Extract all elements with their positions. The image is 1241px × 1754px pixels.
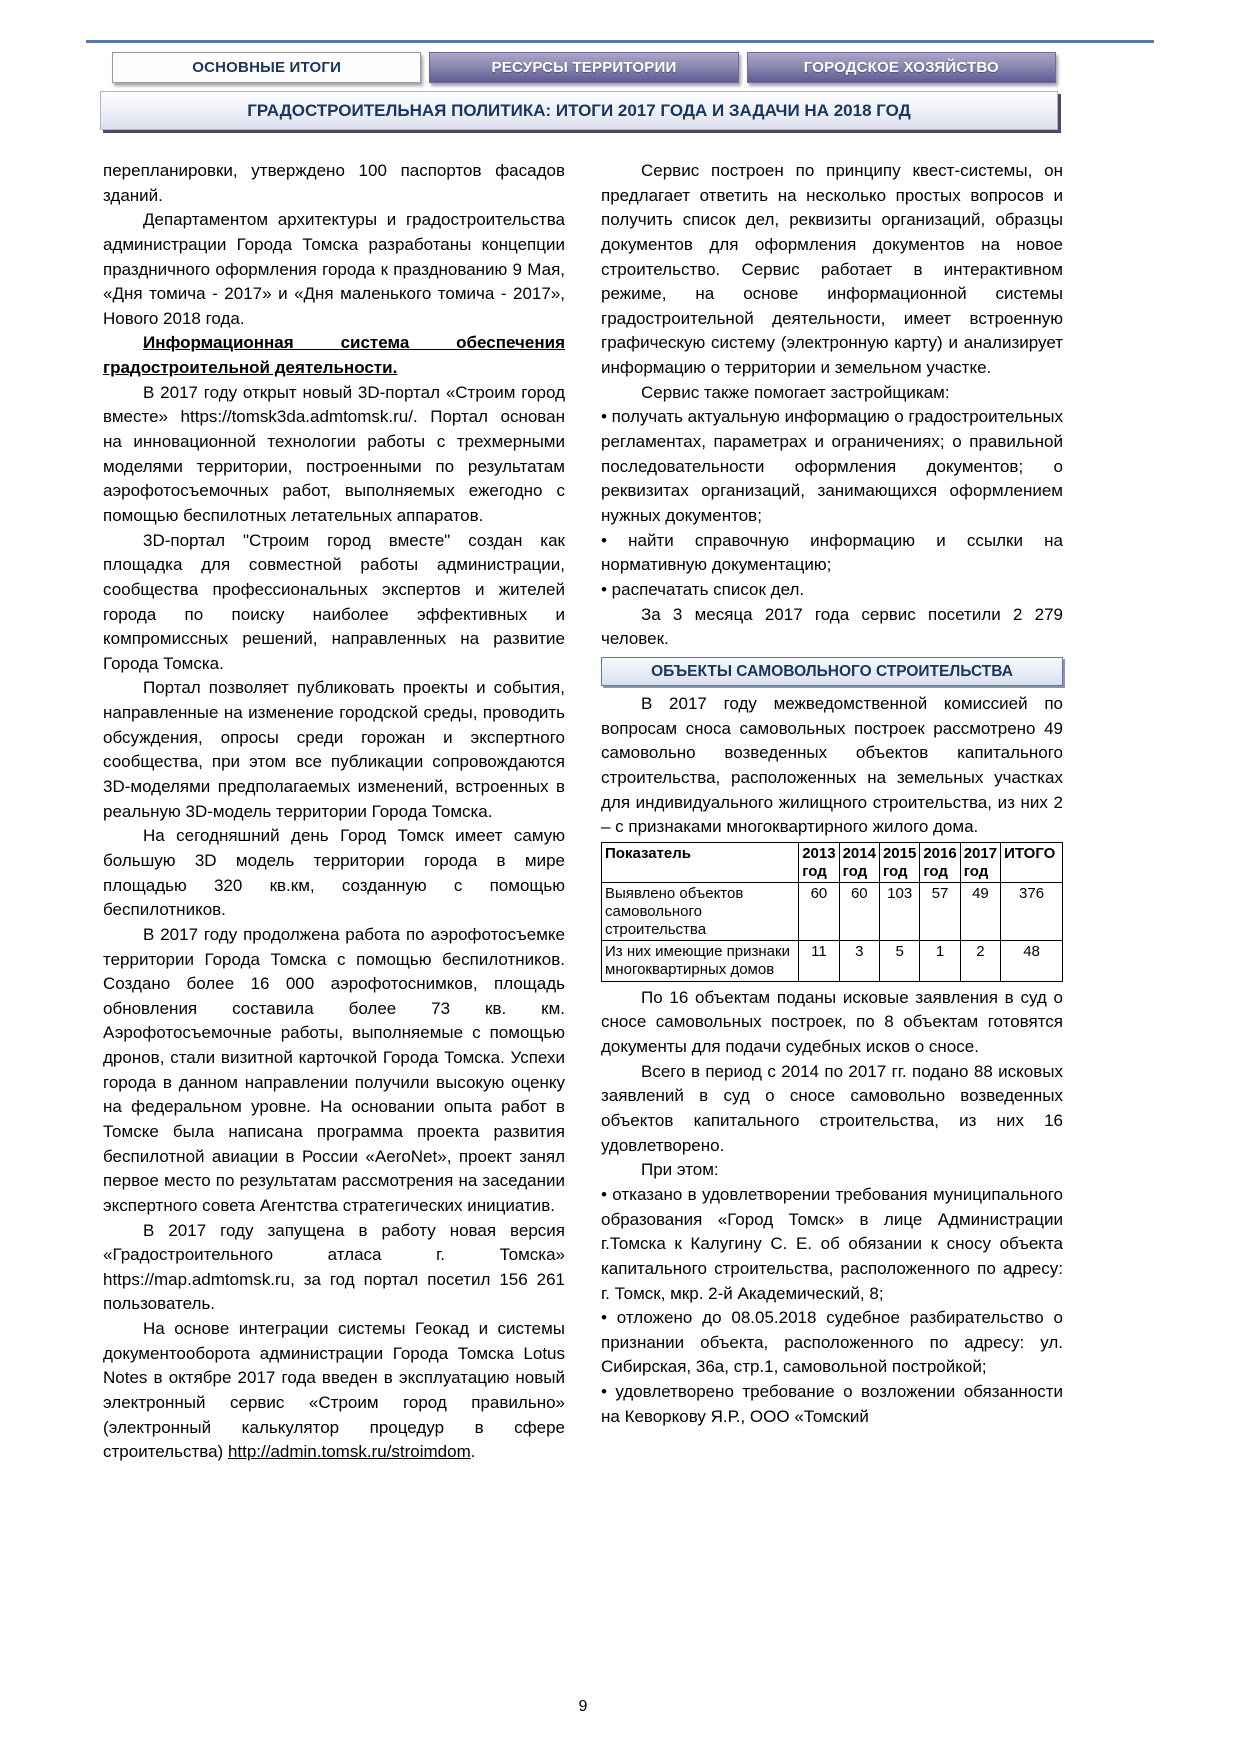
table-cell: 5 — [879, 941, 919, 981]
text-run: На основе интеграции системы Геокад и системы документооборота администрации Города Томска Lotus Notes в октябре 2017 года введен в эксплуатацию новый электронный сервис «Строим город правильно» (электронный калькулятор процедур в сфере строительства) — [103, 1319, 565, 1462]
table-header-row — [602, 843, 1063, 883]
table-header-cell: ИТОГО — [1001, 843, 1063, 883]
table-cell: 57 — [920, 883, 960, 941]
paragraph: В 2017 году продолжена работа по аэрофотосъемке территории Города Томска с помощью беспилотников. Создано более 16 000 аэрофотоснимков, площадь обновления составила более 73 кв. км. Аэрофотосъемочные работы, выполняемые с помощью дронов, стали визитной карточкой Города Томска. Успехи города в данном направлении получили высокую оценку на федеральном уровне. На основании опыта работ в Томске была написана программа проекта развития беспилотной авиации в России «AeroNet», проект занял первое место по результатам рассмотрения на заседании экспертного совета Агентства стратегических инициатив. — [103, 924, 565, 1215]
table-header-cell: 2015 год — [879, 843, 919, 883]
table-header-cell: Показатель — [602, 843, 799, 883]
paragraph — [103, 1317, 565, 1465]
table-cell: 11 — [799, 941, 839, 981]
paragraph: При этом: — [641, 1160, 719, 1180]
paragraph: Портал позволяет публиковать проекты и события, направленные на изменение городской среды, проводить обсуждения, опросы среди горожан и экспертного сообщества, при этом все публикации сопровождаются 3D-моделями предполагаемых изменений, встроенных в реальную 3D-модель территории Города Томска. — [103, 678, 565, 821]
table-row — [602, 883, 1063, 941]
paragraph: По 16 объектам поданы исковые заявления в суд о сносе самовольных построек, по 8 объектам готовятся документы для подачи судебных исков о сносе. — [601, 987, 1063, 1057]
nav-tabs — [112, 52, 1056, 83]
table-cell: Выявлено объектов самовольного строительства — [602, 883, 799, 941]
text-run: , за год портал посетил 156 261 пользователь. — [103, 1269, 565, 1314]
right-column — [601, 159, 1063, 1465]
paragraph: 3D-портал "Строим город вместе" создан как площадка для совместной работы администрации, сообщества профессиональных экспертов и жителей города по поиску наиболее эффективных и компромиссных решений, направленных на развитие Города Томска. — [103, 530, 565, 673]
tab-main-results[interactable] — [112, 52, 421, 83]
bullet-item: • отказано в удовлетворении требования муниципального образования «Город Томск» в лице Администрации г.Томска к Калугину С. Е. об обязании к сносу объекта капитального строительства, расположенного по адресу: г. Томск, мкр. 2-й Академический, 8; — [601, 1184, 1063, 1303]
document-body — [103, 159, 1063, 1465]
top-rule — [86, 40, 1154, 43]
table-cell: 49 — [960, 883, 1000, 941]
section-header-unauthorized-construction: ОБЪЕКТЫ САМОВОЛЬНОГО СТРОИТЕЛЬСТВА — [601, 657, 1063, 686]
link-stroimdom[interactable]: http://admin.tomsk.ru/stroimdom — [227, 1442, 471, 1462]
text-run: В 2017 году запущена в работу новая версия «Градостроительного атласа г. Томска» — [103, 1220, 565, 1265]
text-run: . — [470, 1442, 476, 1462]
paragraph: Сервис построен по принципу квест-системы, он предлагает ответить на несколько простых вопросов и получить список дел, реквизиты организаций, образцы документов для оформления документов на новое строительство. Сервис работает в интерактивном режиме, на основе информационной системы градостроительной деятельности, имеет встроенную графическую систему (электронную карту) и анализирует информацию о территории и земельном участке. — [601, 161, 1063, 378]
table-cell: 103 — [879, 883, 919, 941]
paragraph — [103, 1219, 565, 1318]
bullet-item: • распечатать список дел. — [601, 579, 805, 599]
table-header-cell: 2014 год — [839, 843, 879, 883]
tab-label: ГОРОДСКОЕ ХОЗЯЙСТВО — [803, 59, 999, 76]
table-cell: 3 — [839, 941, 879, 981]
table-cell: 376 — [1001, 883, 1063, 941]
table-cell: 60 — [799, 883, 839, 941]
tab-label: ОСНОВНЫЕ ИТОГИ — [192, 59, 342, 76]
link-city-atlas[interactable]: https://map.admtomsk.ru — [103, 1269, 291, 1289]
page-title-banner — [100, 91, 1058, 130]
link-3d-portal[interactable]: https://tomsk3da.admtomsk.ru/. — [180, 407, 418, 427]
paragraph: перепланировки, утверждено 100 паспортов фасадов зданий. — [103, 161, 565, 205]
left-column — [103, 159, 565, 1465]
table-header-cell: 2017 год — [960, 843, 1000, 883]
paragraph: Департаментом архитектуры и градостроительства администрации Города Томска разработаны концепции праздничного оформления города к празднованию 9 Мая, «Дня томича - 2017» и «Дня маленького томича - 2017», Нового 2018 года. — [103, 210, 565, 328]
text-run: Портал основан на инновационной технологии работы с трехмерными моделями территории, построенными по результатам аэрофотосъемочных работ, выполняемых ежегодно с помощью беспилотных летательных аппаратов. — [103, 407, 565, 525]
paragraph: За 3 месяца 2017 года сервис посетили 2 279 человек. — [601, 604, 1063, 649]
page-title: ГРАДОСТРОИТЕЛЬНАЯ ПОЛИТИКА: ИТОГИ 2017 ГОДА И ЗАДАЧИ НА 2018 ГОД — [247, 100, 911, 120]
paragraph: На сегодняшний день Город Томск имеет самую большую 3D модель территории города в мире площадью 320 кв.км, созданную с помощью беспилотников. — [103, 826, 565, 920]
bullet-item: • отложено до 08.05.2018 судебное разбирательство о признании объекта, расположенного по адресу: ул. Сибирская, 36а, стр.1, самовольной постройкой; — [601, 1308, 1063, 1377]
table-cell: 60 — [839, 883, 879, 941]
paragraph — [103, 381, 565, 529]
paragraph: Сервис также помогает застройщикам: — [641, 382, 950, 402]
paragraph: В 2017 году межведомственной комиссией по вопросам сноса самовольных построек рассмотрено 49 самовольно возведенных объектов капитального строительства, расположенных на земельных участках для индивидуального жилищного строительства, из них 2 – с признаками многоквартирного жилого дома. — [601, 694, 1063, 837]
violations-table — [601, 842, 1063, 982]
bullet-item: • найти справочную информацию и ссылки на нормативную документацию; — [601, 530, 1063, 575]
table-cell: Из них имеющие признаки многоквартирных домов — [602, 941, 799, 981]
table-cell: 48 — [1001, 941, 1063, 981]
subsection-heading: Информационная система обеспечения градостроительной деятельности. — [103, 333, 565, 378]
text-run: В 2017 году открыт новый 3D-портал «Строим город вместе» — [103, 382, 565, 427]
tab-territory-resources[interactable] — [429, 52, 738, 83]
tab-city-economy[interactable] — [747, 52, 1056, 83]
table-header-cell: 2013 год — [799, 843, 839, 883]
table-cell: 1 — [920, 941, 960, 981]
bullet-item: • удовлетворено требование о возложении обязанности на Кеворкову Я.Р., ООО «Томский — [601, 1382, 1063, 1426]
table-header-cell: 2016 год — [920, 843, 960, 883]
paragraph: Всего в период с 2014 по 2017 гг. подано 88 исковых заявлений в суд о сносе самовольно возведенных объектов капитального строительства, из них 16 удовлетворено. — [601, 1061, 1063, 1155]
table-cell: 2 — [960, 941, 1000, 981]
table-row — [602, 941, 1063, 981]
page-number: 9 — [578, 1698, 588, 1715]
bullet-item: • получать актуальную информацию о градостроительных регламентах, параметрах и ограничениях; о правильной последовательности оформления документов; о реквизитах организаций, занимающихся оформлением нужных документов; — [601, 407, 1063, 525]
tab-label: РЕСУРСЫ ТЕРРИТОРИИ — [491, 59, 677, 76]
